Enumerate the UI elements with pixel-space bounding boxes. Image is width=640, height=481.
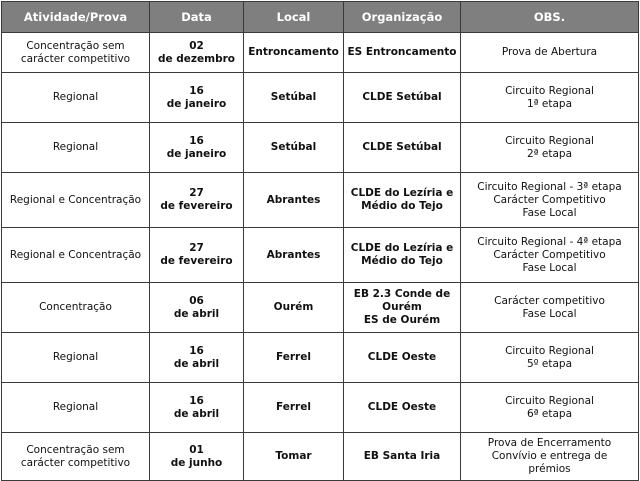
organizacao-cell: [344, 33, 461, 73]
date-day: 27: [189, 187, 204, 199]
organizacao-cell: [344, 383, 461, 433]
local-cell: Ferrel: [244, 333, 344, 383]
organizacao-cell-line: EB 2.3 Conde de: [353, 288, 451, 300]
organizacao-cell-line: CLDE Setúbal: [362, 91, 442, 103]
obs-cell-line: Carácter competitivo: [494, 294, 605, 307]
table-row: [2, 228, 639, 283]
obs-cell: [461, 33, 639, 73]
header-organizacao: Organização: [344, 2, 461, 33]
organizacao-cell-line: Ourém: [382, 301, 422, 313]
date-month: de abril: [173, 307, 220, 320]
table-row: [2, 333, 639, 383]
obs-cell: [461, 433, 639, 481]
date-day: 02: [189, 39, 204, 52]
table-row: [2, 123, 639, 173]
obs-cell-line: Circuito Regional - 4ª etapa: [477, 235, 622, 248]
atividade-cell-line: Concentração: [39, 301, 112, 313]
schedule-table: [1, 1, 639, 481]
obs-cell-line: Circuito Regional: [505, 84, 594, 97]
date-cell: [150, 33, 244, 73]
obs-cell-line: Circuito Regional: [505, 394, 594, 407]
local-cell: Tomar: [244, 433, 344, 481]
organizacao-cell-line: ES Entroncamento: [347, 46, 457, 58]
date-month: de fevereiro: [160, 200, 233, 212]
obs-cell-line: Carácter Competitivo: [493, 248, 606, 261]
local-cell: Abrantes: [244, 228, 344, 283]
obs-cell-line: Fase Local: [522, 307, 577, 320]
obs-cell-line: Convívio e entrega de: [491, 450, 608, 462]
date-cell: [150, 228, 244, 283]
atividade-cell-line: Regional e Concentração: [9, 248, 142, 261]
date-cell: [150, 123, 244, 173]
date-cell: [150, 173, 244, 228]
obs-cell-line: Carácter Competitivo: [493, 193, 606, 206]
atividade-cell-line: Concentração sem: [26, 39, 125, 52]
date-day: 06: [189, 294, 204, 307]
local-cell: Ourém: [244, 283, 344, 333]
obs-cell-line: 6ª etapa: [526, 407, 573, 420]
organizacao-cell: [344, 283, 461, 333]
date-month: de abril: [173, 357, 220, 370]
date-month: de junho: [170, 456, 223, 469]
obs-cell: [461, 333, 639, 383]
local-cell: Ferrel: [244, 383, 344, 433]
date-month: de abril: [173, 407, 220, 420]
organizacao-cell-line: CLDE Oeste: [367, 401, 437, 413]
atividade-cell-line: Regional: [52, 91, 99, 103]
header-atividade: Atividade/Prova: [2, 2, 150, 33]
organizacao-cell-line: CLDE Setúbal: [362, 141, 442, 153]
organizacao-cell: [344, 73, 461, 123]
date-month: de janeiro: [166, 97, 227, 110]
organizacao-cell: [344, 228, 461, 283]
local-cell: Entroncamento: [244, 33, 344, 73]
table-row: [2, 383, 639, 433]
obs-cell-line: Circuito Regional: [505, 134, 594, 147]
obs-cell-line: 1ª etapa: [526, 97, 573, 110]
atividade-cell-line: carácter competitivo: [20, 52, 131, 65]
organizacao-cell-line: Médio do Tejo: [361, 200, 443, 212]
obs-cell-line: 2ª etapa: [526, 147, 573, 160]
organizacao-cell: [344, 123, 461, 173]
obs-cell-line: Fase Local: [522, 206, 577, 219]
atividade-cell-line: Regional: [52, 351, 99, 363]
date-day: 16: [189, 134, 204, 147]
date-day: 16: [189, 394, 204, 407]
atividade-cell: [2, 228, 150, 283]
date-day: 16: [189, 344, 204, 357]
atividade-cell: [2, 123, 150, 173]
obs-cell-line: Circuito Regional - 3ª etapa: [477, 180, 622, 193]
date-day: 27: [189, 242, 204, 254]
atividade-cell-line: Regional: [52, 141, 99, 153]
obs-cell: [461, 283, 639, 333]
obs-cell-line: Prova de Abertura: [501, 46, 598, 58]
date-cell: [150, 433, 244, 481]
obs-cell-line: 5º etapa: [526, 357, 573, 370]
local-cell: Setúbal: [244, 73, 344, 123]
date-day: 01: [189, 443, 204, 456]
header-row: [2, 2, 639, 33]
organizacao-cell: [344, 433, 461, 481]
atividade-cell: [2, 173, 150, 228]
atividade-cell: [2, 383, 150, 433]
organizacao-cell-line: EB Santa Iria: [363, 450, 441, 462]
date-month: de dezembro: [157, 52, 235, 65]
header-local: Local: [244, 2, 344, 33]
atividade-cell: [2, 433, 150, 481]
header-obs: OBS.: [461, 2, 639, 33]
local-cell: Setúbal: [244, 123, 344, 173]
obs-cell-line: Prova de Encerramento: [487, 437, 612, 449]
atividade-cell-line: Regional: [52, 401, 99, 413]
organizacao-cell-line: Médio do Tejo: [361, 255, 443, 267]
table-body: [2, 33, 639, 481]
organizacao-cell-line: CLDE do Lezíria e: [350, 242, 454, 254]
organizacao-cell-line: CLDE Oeste: [367, 351, 437, 363]
local-cell: Abrantes: [244, 173, 344, 228]
obs-cell-line: prémios: [528, 463, 571, 475]
atividade-cell-line: Regional e Concentração: [9, 193, 142, 206]
date-month: de janeiro: [166, 147, 227, 160]
organizacao-cell-line: ES de Ourém: [363, 314, 441, 326]
table-row: [2, 73, 639, 123]
table-row: [2, 283, 639, 333]
atividade-cell: [2, 33, 150, 73]
date-cell: [150, 383, 244, 433]
obs-cell-line: Fase Local: [522, 261, 577, 274]
date-month: de fevereiro: [160, 255, 233, 267]
table-row: [2, 173, 639, 228]
atividade-cell: [2, 73, 150, 123]
header-data: Data: [150, 2, 244, 33]
obs-cell: [461, 228, 639, 283]
date-cell: [150, 333, 244, 383]
table-row: [2, 33, 639, 73]
obs-cell: [461, 123, 639, 173]
obs-cell: [461, 73, 639, 123]
date-cell: [150, 73, 244, 123]
organizacao-cell: [344, 173, 461, 228]
atividade-cell-line: Concentração sem: [26, 443, 125, 456]
obs-cell: [461, 383, 639, 433]
obs-cell: [461, 173, 639, 228]
organizacao-cell: [344, 333, 461, 383]
organizacao-cell-line: CLDE do Lezíria e: [350, 187, 454, 199]
atividade-cell: [2, 333, 150, 383]
atividade-cell: [2, 283, 150, 333]
date-cell: [150, 283, 244, 333]
date-day: 16: [189, 84, 204, 97]
atividade-cell-line: carácter competitivo: [20, 456, 131, 469]
table-row: [2, 433, 639, 481]
obs-cell-line: Circuito Regional: [505, 344, 594, 357]
